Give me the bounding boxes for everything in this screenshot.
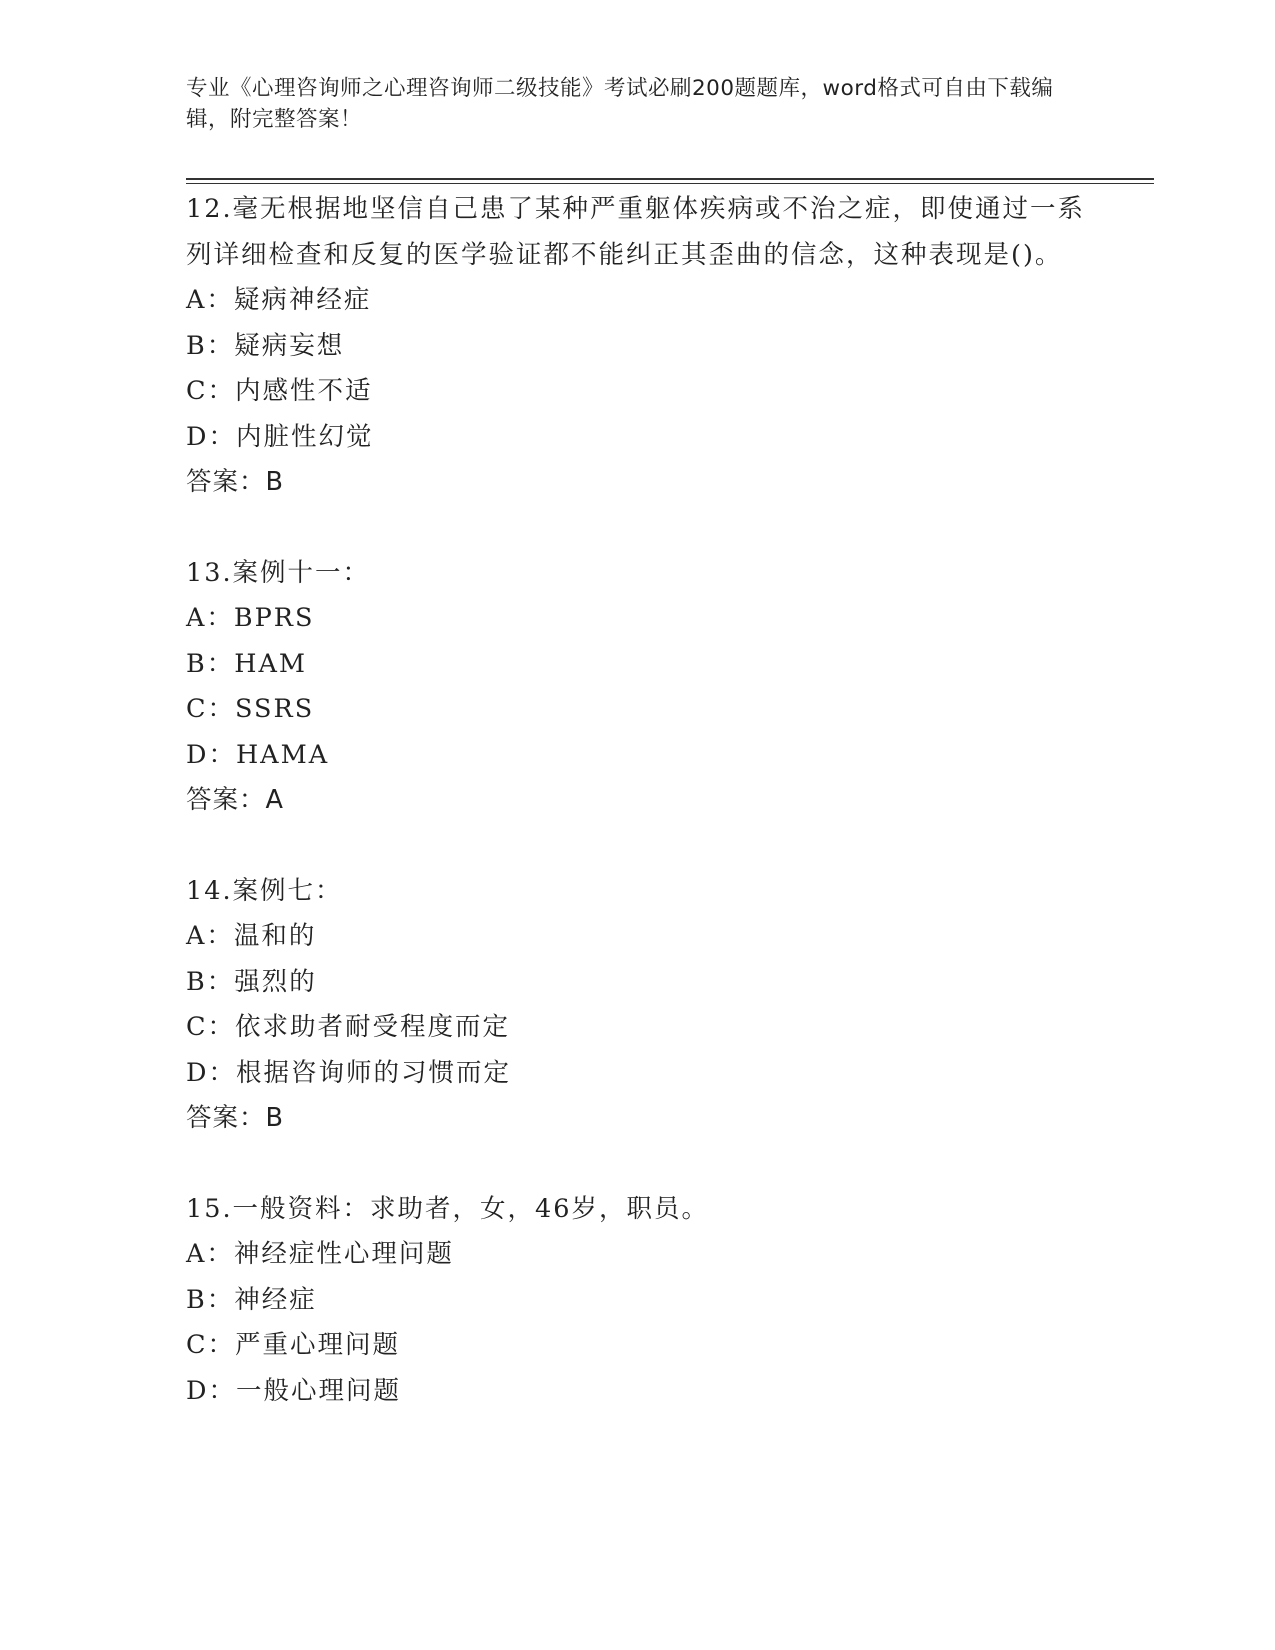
option-c: C：内感性不适 [186, 376, 373, 406]
option-b: B：疑病妄想 [186, 330, 345, 361]
answer: 答案：B [186, 467, 284, 497]
option-c: C：严重心理问题 [186, 1330, 401, 1360]
document-header: 专业《心理咨询师之心理咨询师二级技能》考试必刷200题题库，word格式可自由下载编辑，附完整答案！ [186, 76, 1054, 132]
answer: 答案：B [186, 1103, 284, 1133]
question-text: 13.案例十一： [186, 557, 371, 588]
option-a: A：BPRS [186, 603, 315, 633]
question-15 [186, 1187, 1086, 1415]
question-12 [186, 187, 1086, 506]
question-14 [186, 869, 1086, 1142]
option-b: B：HAM [186, 648, 308, 679]
question-13 [186, 551, 1086, 824]
option-d: D：一般心理问题 [186, 1375, 401, 1406]
question-list [186, 187, 1086, 1459]
header-divider-bottom [186, 183, 1154, 184]
option-d: D：根据咨询师的习惯而定 [186, 1057, 511, 1088]
option-b: B：神经症 [186, 1284, 317, 1315]
option-c: C：依求助者耐受程度而定 [186, 1012, 511, 1042]
option-a: A：疑病神经症 [186, 285, 372, 315]
option-c: C：SSRS [186, 694, 315, 724]
option-d: D：内脏性幻觉 [186, 421, 374, 452]
question-text: 14.案例七： [186, 875, 343, 906]
answer: 答案：A [186, 785, 284, 815]
question-text: 15.一般资料：求助者，女，46岁，职员。 [186, 1193, 710, 1224]
question-text: 12.毫无根据地坚信自己患了某种严重躯体疾病或不治之症，即使通过一系列详细检查和反复的医学验证都不能纠正其歪曲的信念，这种表现是()。 [186, 194, 1086, 270]
option-a: A：温和的 [186, 921, 317, 951]
option-a: A：神经症性心理问题 [186, 1239, 454, 1269]
option-b: B：强烈的 [186, 966, 317, 997]
header-divider-top [186, 178, 1154, 180]
option-d: D：HAMA [186, 739, 330, 770]
